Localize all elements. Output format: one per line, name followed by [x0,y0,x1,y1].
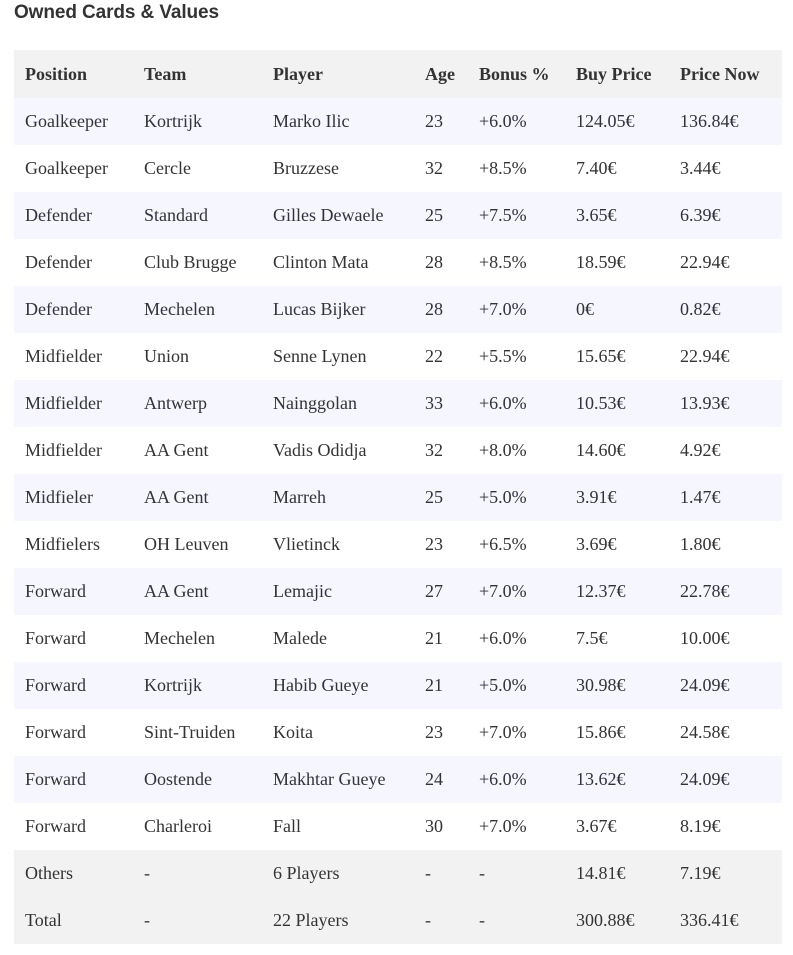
page-heading: Owned Cards & Values [14,2,219,23]
cell-team: AA Gent [144,487,209,507]
cell-position: Forward [25,675,86,695]
cell-price-now: 24.09€ [680,675,730,695]
cell-age: 23 [425,534,443,554]
cell-team: - [144,910,150,930]
table-row [14,756,782,803]
table-body [14,98,782,944]
cell-team: Antwerp [144,393,207,413]
cell-age: - [425,910,431,930]
cell-age: 23 [425,111,443,131]
cell-price-now: 1.47€ [680,487,721,507]
cell-buy-price: 300.88€ [576,910,635,930]
cell-price-now: 22.94€ [680,346,730,366]
cell-player: Clinton Mata [273,252,369,272]
cell-price-now: 6.39€ [680,205,721,225]
cell-bonus: +6.0% [479,769,527,789]
cell-player: Lucas Bijker [273,299,366,319]
cell-price-now: 0.82€ [680,299,721,319]
cell-age: 28 [425,299,443,319]
table-header [14,50,782,98]
cell-age: 25 [425,487,443,507]
table-row [14,98,782,145]
cell-player: Vadis Odidja [273,440,367,460]
cell-position: Goalkeeper [25,158,108,178]
cell-team: - [144,863,150,883]
cell-player: Fall [273,816,302,836]
cell-age: 24 [425,769,443,789]
cell-player: Habib Gueye [273,675,369,695]
table-row [14,427,782,474]
cell-buy-price: 30.98€ [576,675,626,695]
cell-position: Defender [25,252,92,272]
header-player: Player [273,63,323,84]
cell-player: Marko Ilic [273,111,350,131]
cell-buy-price: 7.40€ [576,158,617,178]
cell-bonus: +8.5% [479,252,527,272]
cell-price-now: 24.09€ [680,769,730,789]
cell-buy-price: 15.65€ [576,346,626,366]
table-row [14,850,782,897]
cell-bonus: +8.0% [479,440,527,460]
cell-team: Sint-Truiden [144,722,236,742]
cell-age: 32 [425,158,443,178]
cell-age: 30 [425,816,443,836]
cell-bonus: - [479,863,485,883]
cell-position: Midfielder [25,346,102,366]
cell-buy-price: 7.5€ [576,628,608,648]
cell-position: Midfieler [25,487,93,507]
cell-age: 21 [425,675,443,695]
table-row [14,521,782,568]
cell-player: Bruzzese [273,158,339,178]
cell-price-now: 10.00€ [680,628,730,648]
cell-bonus: +5.0% [479,487,527,507]
cell-buy-price: 124.05€ [576,111,635,131]
table-row [14,145,782,192]
cell-age: 27 [425,581,443,601]
header-position: Position [25,63,88,84]
cell-player: 6 Players [273,863,340,883]
cell-price-now: 3.44€ [680,158,721,178]
owned-cards-table-container [14,50,782,944]
cell-bonus: +7.0% [479,581,527,601]
cell-bonus: +7.0% [479,299,527,319]
cell-player: Nainggolan [273,393,357,413]
cell-position: Forward [25,816,86,836]
cell-age: 33 [425,393,443,413]
cell-buy-price: 15.86€ [576,722,626,742]
cell-price-now: 8.19€ [680,816,721,836]
cell-position: Forward [25,581,86,601]
cell-bonus: +7.5% [479,205,527,225]
cell-price-now: 13.93€ [680,393,730,413]
cell-team: OH Leuven [144,534,229,554]
cell-team: Mechelen [144,299,215,319]
cell-price-now: 24.58€ [680,722,730,742]
cell-team: Mechelen [144,628,215,648]
cell-team: Kortrijk [144,111,202,131]
cell-price-now: 136.84€ [680,111,739,131]
table-row [14,474,782,521]
cell-age: 25 [425,205,443,225]
cell-age: 22 [425,346,443,366]
cell-price-now: 22.94€ [680,252,730,272]
cell-buy-price: 18.59€ [576,252,626,272]
cell-team: Charleroi [144,816,212,836]
header-team: Team [144,63,187,84]
cell-bonus: +6.5% [479,534,527,554]
cell-bonus: +7.0% [479,816,527,836]
cell-player: Malede [273,628,327,648]
cell-buy-price: 3.65€ [576,205,617,225]
cell-bonus: - [479,910,485,930]
cell-player: Senne Lynen [273,346,367,366]
cell-player: Lemajic [273,581,332,601]
cell-position: Goalkeeper [25,111,108,131]
cell-bonus: +6.0% [479,111,527,131]
cell-bonus: +5.5% [479,346,527,366]
owned-cards-table [14,50,782,944]
cell-position: Forward [25,769,86,789]
cell-buy-price: 12.37€ [576,581,626,601]
cell-position: Total [25,910,62,930]
cell-bonus: +6.0% [479,628,527,648]
cell-price-now: 4.92€ [680,440,721,460]
cell-team: AA Gent [144,440,209,460]
cell-bonus: +6.0% [479,393,527,413]
cell-buy-price: 14.81€ [576,863,626,883]
cell-team: Oostende [144,769,212,789]
cell-age: 23 [425,722,443,742]
header-age: Age [425,63,455,84]
header-row [14,50,782,98]
cell-buy-price: 3.67€ [576,816,617,836]
cell-player: Makhtar Gueye [273,769,386,789]
cell-player: Marreh [273,487,326,507]
cell-bonus: +8.5% [479,158,527,178]
table-row [14,803,782,850]
cell-buy-price: 3.69€ [576,534,617,554]
table-row [14,615,782,662]
cell-position: Midfielers [25,534,100,554]
table-row [14,333,782,380]
table-row [14,239,782,286]
table-row [14,568,782,615]
cell-player: 22 Players [273,910,349,930]
cell-team: Kortrijk [144,675,202,695]
table-row [14,709,782,756]
cell-price-now: 1.80€ [680,534,721,554]
cell-team: AA Gent [144,581,209,601]
cell-position: Defender [25,299,92,319]
header-price-now: Price Now [680,63,760,84]
cell-age: 21 [425,628,443,648]
table-row [14,662,782,709]
cell-bonus: +7.0% [479,722,527,742]
cell-price-now: 22.78€ [680,581,730,601]
cell-team: Club Brugge [144,252,237,272]
cell-buy-price: 3.91€ [576,487,617,507]
cell-buy-price: 0€ [576,299,594,319]
cell-position: Others [25,863,73,883]
cell-team: Standard [144,205,208,225]
cell-position: Defender [25,205,92,225]
cell-player: Gilles Dewaele [273,205,384,225]
table-row [14,897,782,944]
table-row [14,380,782,427]
cell-bonus: +5.0% [479,675,527,695]
cell-price-now: 336.41€ [680,910,739,930]
cell-buy-price: 14.60€ [576,440,626,460]
cell-team: Union [144,346,189,366]
cell-team: Cercle [144,158,191,178]
header-buy-price: Buy Price [576,63,652,84]
cell-position: Midfielder [25,440,102,460]
cell-position: Midfielder [25,393,102,413]
cell-age: 28 [425,252,443,272]
cell-buy-price: 10.53€ [576,393,626,413]
cell-price-now: 7.19€ [680,863,721,883]
cell-age: 32 [425,440,443,460]
table-row [14,192,782,239]
cell-position: Forward [25,722,86,742]
table-row [14,286,782,333]
cell-position: Forward [25,628,86,648]
cell-player: Vlietinck [273,534,340,554]
cell-age: - [425,863,431,883]
cell-buy-price: 13.62€ [576,769,626,789]
header-bonus: Bonus % [479,63,550,84]
cell-player: Koita [273,722,313,742]
